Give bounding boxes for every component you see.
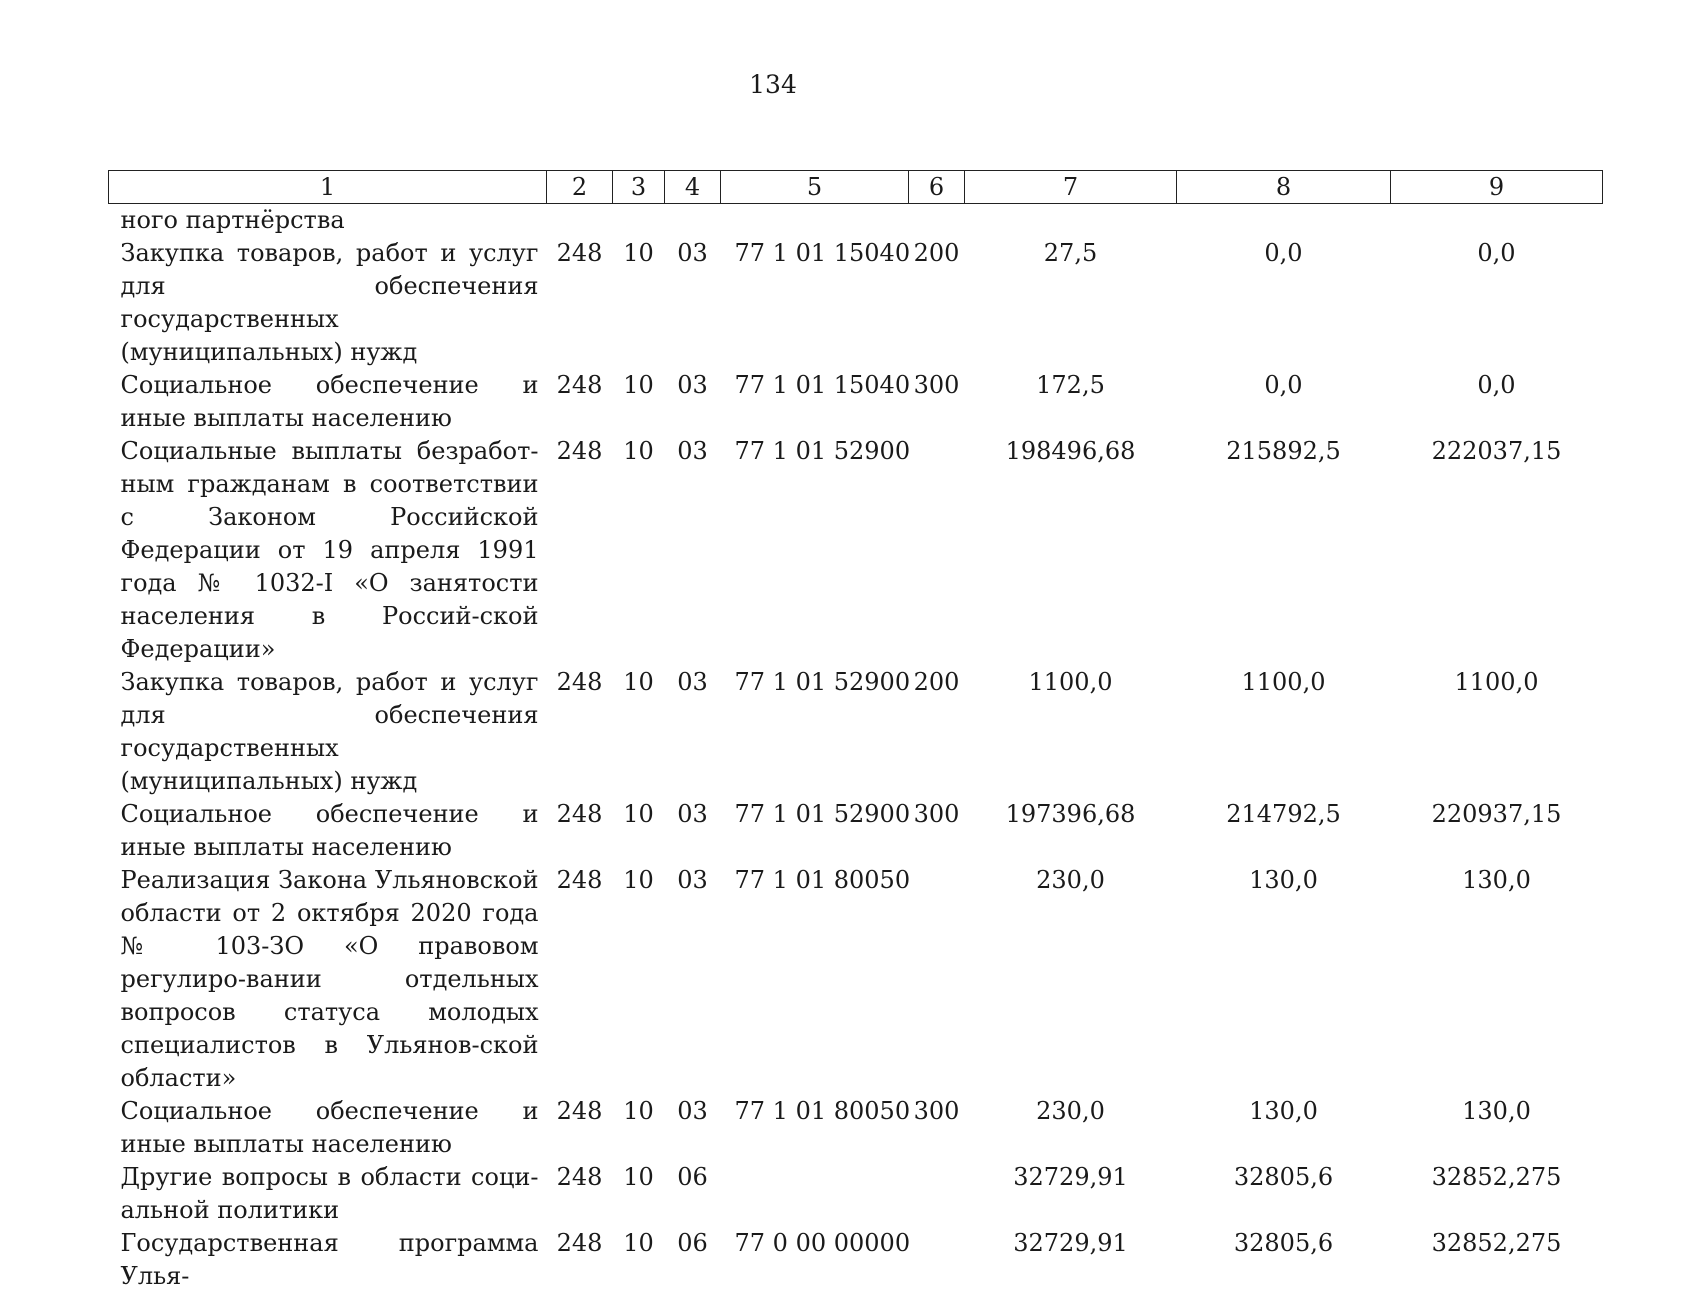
cell-col-7: 32729,91 (965, 1227, 1177, 1293)
cell-col-6: 300 (909, 1095, 965, 1161)
cell-col-9: 32852,275 (1391, 1161, 1603, 1227)
row-name: Социальное обеспечение и иные выплаты населению (109, 1095, 547, 1161)
cell-col-5: 77 1 01 52900 (721, 435, 909, 666)
header-col-2: 2 (547, 171, 613, 204)
cell-col-2: 248 (547, 369, 613, 435)
cell-col-5: 77 1 01 15040 (721, 369, 909, 435)
budget-table (108, 170, 1603, 1293)
cell-col-4: 03 (665, 1095, 721, 1161)
cell-col-5: 77 1 01 52900 (721, 798, 909, 864)
header-col-8: 8 (1177, 171, 1391, 204)
row-name: Социальное обеспечение и иные выплаты населению (109, 798, 547, 864)
cell-col-2: 248 (547, 237, 613, 369)
cell-col-5 (721, 204, 909, 238)
cell-col-9: 220937,15 (1391, 798, 1603, 864)
cell-col-4: 06 (665, 1161, 721, 1227)
cell-col-7: 172,5 (965, 369, 1177, 435)
table-header (109, 171, 1603, 204)
cell-col-7: 230,0 (965, 864, 1177, 1095)
cell-col-2: 248 (547, 864, 613, 1095)
page-number (0, 70, 1698, 99)
cell-col-9: 222037,15 (1391, 435, 1603, 666)
header-col-5: 5 (721, 171, 909, 204)
header-col-6: 6 (909, 171, 965, 204)
cell-col-8: 130,0 (1177, 1095, 1391, 1161)
row-name: Реализация Закона Ульяновской области от 2 октября 2020 года № 103-ЗО «О правовом регулиро-вании отдельных вопросов статуса молодых специалистов в Ульянов-ской области» (109, 864, 547, 1095)
cell-col-6 (909, 204, 965, 238)
cell-col-5: 77 1 01 80050 (721, 1095, 909, 1161)
cell-col-6: 300 (909, 369, 965, 435)
cell-col-8 (1177, 204, 1391, 238)
cell-col-6 (909, 1161, 965, 1227)
row-name: Закупка товаров, работ и услуг для обеспечения государственных (муниципальных) нужд (109, 666, 547, 798)
cell-col-8: 0,0 (1177, 237, 1391, 369)
cell-col-8: 130,0 (1177, 864, 1391, 1095)
cell-col-6 (909, 435, 965, 666)
cell-col-3: 10 (613, 666, 665, 798)
cell-col-9: 130,0 (1391, 1095, 1603, 1161)
table-row (109, 237, 1603, 369)
cell-col-4: 03 (665, 435, 721, 666)
cell-col-9: 32852,275 (1391, 1227, 1603, 1293)
cell-col-5: 77 1 01 52900 (721, 666, 909, 798)
row-name: Социальные выплаты безработ-ным гражданам в соответствии с Законом Российской Федерации от 19 апреля 1991 года № 1032-I «О занятости населения в Россий-ской Федерации» (109, 435, 547, 666)
cell-col-4: 03 (665, 666, 721, 798)
cell-col-7 (965, 204, 1177, 238)
cell-col-3: 10 (613, 864, 665, 1095)
cell-col-7: 27,5 (965, 237, 1177, 369)
header-col-7: 7 (965, 171, 1177, 204)
cell-col-3: 10 (613, 798, 665, 864)
table-row (109, 666, 1603, 798)
cell-col-5: 77 1 01 15040 (721, 237, 909, 369)
cell-col-8: 214792,5 (1177, 798, 1391, 864)
cell-col-7: 197396,68 (965, 798, 1177, 864)
row-name: Государственная программа Улья- (109, 1227, 547, 1293)
cell-col-4 (665, 204, 721, 238)
table-body (109, 204, 1603, 1293)
cell-col-3: 10 (613, 1095, 665, 1161)
row-name: Социальное обеспечение и иные выплаты населению (109, 369, 547, 435)
cell-col-2: 248 (547, 666, 613, 798)
cell-col-8: 32805,6 (1177, 1161, 1391, 1227)
cell-col-3: 10 (613, 435, 665, 666)
cell-col-7: 1100,0 (965, 666, 1177, 798)
cell-col-9 (1391, 204, 1603, 238)
cell-col-2: 248 (547, 1095, 613, 1161)
cell-col-7: 198496,68 (965, 435, 1177, 666)
cell-col-8: 215892,5 (1177, 435, 1391, 666)
header-col-9: 9 (1391, 171, 1603, 204)
table-row (109, 1227, 1603, 1293)
header-row (109, 171, 1603, 204)
cell-col-9: 130,0 (1391, 864, 1603, 1095)
header-col-1: 1 (109, 171, 547, 204)
cell-col-6 (909, 1227, 965, 1293)
cell-col-3: 10 (613, 1161, 665, 1227)
cell-col-8: 0,0 (1177, 369, 1391, 435)
table-row (109, 1161, 1603, 1227)
row-name: ного партнёрства (109, 204, 547, 238)
cell-col-4: 03 (665, 369, 721, 435)
row-name: Другие вопросы в области соци-альной политики (109, 1161, 547, 1227)
cell-col-9: 0,0 (1391, 237, 1603, 369)
cell-col-4: 03 (665, 798, 721, 864)
row-name: Закупка товаров, работ и услуг для обеспечения государственных (муниципальных) нужд (109, 237, 547, 369)
cell-col-6: 300 (909, 798, 965, 864)
cell-col-2: 248 (547, 1161, 613, 1227)
table-row (109, 1095, 1603, 1161)
cell-col-9: 0,0 (1391, 369, 1603, 435)
cell-col-8: 32805,6 (1177, 1227, 1391, 1293)
cell-col-2: 248 (547, 798, 613, 864)
cell-col-4: 03 (665, 864, 721, 1095)
table-row (109, 369, 1603, 435)
cell-col-8: 1100,0 (1177, 666, 1391, 798)
table-row (109, 864, 1603, 1095)
cell-col-5: 77 1 01 80050 (721, 864, 909, 1095)
header-col-3: 3 (613, 171, 665, 204)
cell-col-3: 10 (613, 369, 665, 435)
cell-col-7: 32729,91 (965, 1161, 1177, 1227)
cell-col-7: 230,0 (965, 1095, 1177, 1161)
cell-col-4: 06 (665, 1227, 721, 1293)
cell-col-5 (721, 1161, 909, 1227)
table-row (109, 798, 1603, 864)
table-row (109, 204, 1603, 238)
cell-col-4: 03 (665, 237, 721, 369)
cell-col-3 (613, 204, 665, 238)
cell-col-3: 10 (613, 237, 665, 369)
cell-col-6 (909, 864, 965, 1095)
page-number-text: 134 (749, 70, 797, 99)
cell-col-2: 248 (547, 435, 613, 666)
cell-col-5: 77 0 00 00000 (721, 1227, 909, 1293)
header-col-4: 4 (665, 171, 721, 204)
cell-col-6: 200 (909, 237, 965, 369)
table-row (109, 435, 1603, 666)
cell-col-9: 1100,0 (1391, 666, 1603, 798)
cell-col-2 (547, 204, 613, 238)
cell-col-2: 248 (547, 1227, 613, 1293)
cell-col-3: 10 (613, 1227, 665, 1293)
cell-col-6: 200 (909, 666, 965, 798)
